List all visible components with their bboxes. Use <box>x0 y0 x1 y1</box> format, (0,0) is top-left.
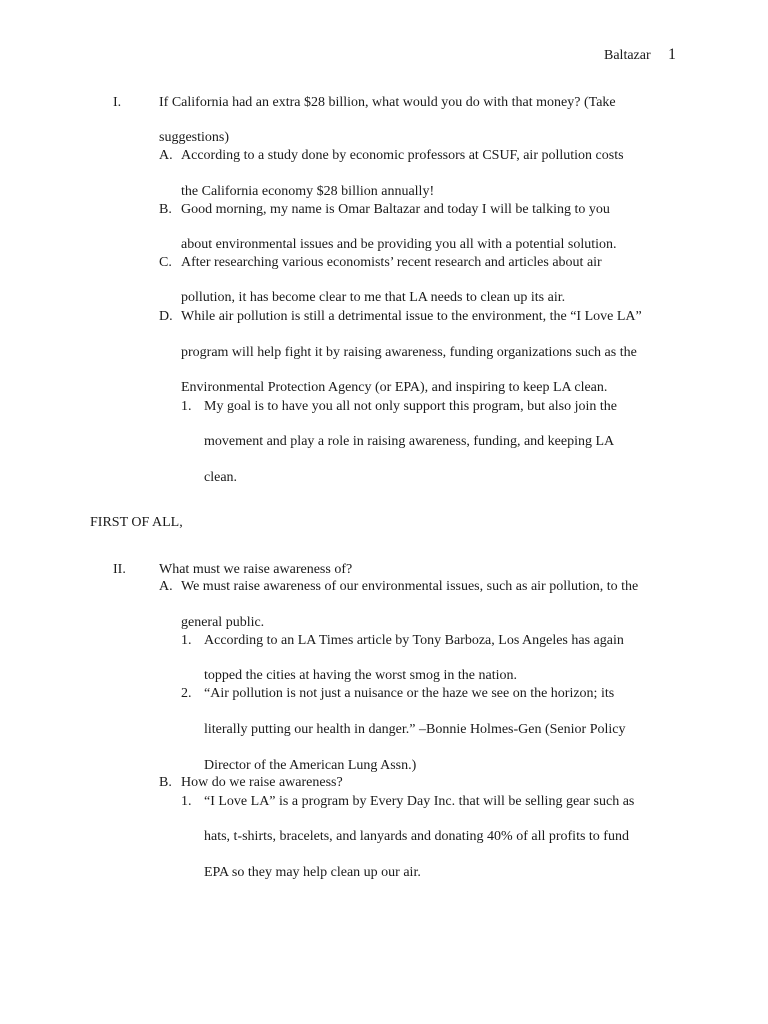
subitem-text: According to an LA Times article by Tony Barboza, Los Angeles has again <box>204 633 624 648</box>
item-marker: A. <box>159 148 173 163</box>
transition-text: FIRST OF ALL, <box>90 515 183 530</box>
page-number: 1 <box>668 46 676 63</box>
item-marker: C. <box>159 255 172 270</box>
subitem-text-cont: hats, t-shirts, bracelets, and lanyards and donating 40% of all profits to fund <box>204 829 629 844</box>
subitem-marker: 1. <box>181 399 192 414</box>
header-author: Baltazar <box>604 48 651 63</box>
subitem-text: “Air pollution is not just a nuisance or the haze we see on the horizon; its <box>204 686 615 701</box>
item-text: We must raise awareness of our environmental issues, such as air pollution, to the <box>181 579 639 594</box>
subitem-marker: 2. <box>181 686 192 701</box>
section-heading-cont: suggestions) <box>159 130 229 145</box>
section-marker: II. <box>113 562 126 577</box>
subitem-text-cont: Director of the American Lung Assn.) <box>204 758 417 773</box>
item-text-cont: Environmental Protection Agency (or EPA), and inspiring to keep LA clean. <box>181 380 608 395</box>
item-text-cont: program will help fight it by raising awareness, funding organizations such as the <box>181 345 637 360</box>
item-text: After researching various economists’ recent research and articles about air <box>181 255 602 270</box>
subitem-marker: 1. <box>181 633 192 648</box>
item-marker: B. <box>159 775 172 790</box>
item-text-cont: the California economy $28 billion annually! <box>181 184 435 199</box>
section-marker: I. <box>113 95 122 110</box>
item-text-cont: pollution, it has become clear to me that LA needs to clean up its air. <box>181 290 566 305</box>
item-text: How do we raise awareness? <box>181 775 343 790</box>
item-text: According to a study done by economic professors at CSUF, air pollution costs <box>181 148 624 163</box>
subitem-text-cont: clean. <box>204 470 238 485</box>
item-text: While air pollution is still a detrimental issue to the environment, the “I Love LA” <box>181 309 642 324</box>
subitem-text-cont: literally putting our health in danger.” –Bonnie Holmes-Gen (Senior Policy <box>204 722 626 737</box>
item-marker: A. <box>159 579 173 594</box>
item-marker: D. <box>159 309 173 324</box>
subitem-text-cont: movement and play a role in raising awareness, funding, and keeping LA <box>204 434 615 449</box>
item-marker: B. <box>159 202 172 217</box>
section-heading: What must we raise awareness of? <box>159 562 353 577</box>
item-text-cont: about environmental issues and be providing you all with a potential solution. <box>181 237 617 252</box>
subitem-text: My goal is to have you all not only support this program, but also join the <box>204 399 617 414</box>
item-text-cont: general public. <box>181 615 265 630</box>
subitem-marker: 1. <box>181 794 192 809</box>
section-heading: If California had an extra $28 billion, what would you do with that money? (Take <box>159 95 616 110</box>
item-text: Good morning, my name is Omar Baltazar and today I will be talking to you <box>181 202 610 217</box>
subitem-text-cont: topped the cities at having the worst smog in the nation. <box>204 668 517 683</box>
subitem-text: “I Love LA” is a program by Every Day Inc. that will be selling gear such as <box>204 794 635 809</box>
subitem-text-cont: EPA so they may help clean up our air. <box>204 865 421 880</box>
